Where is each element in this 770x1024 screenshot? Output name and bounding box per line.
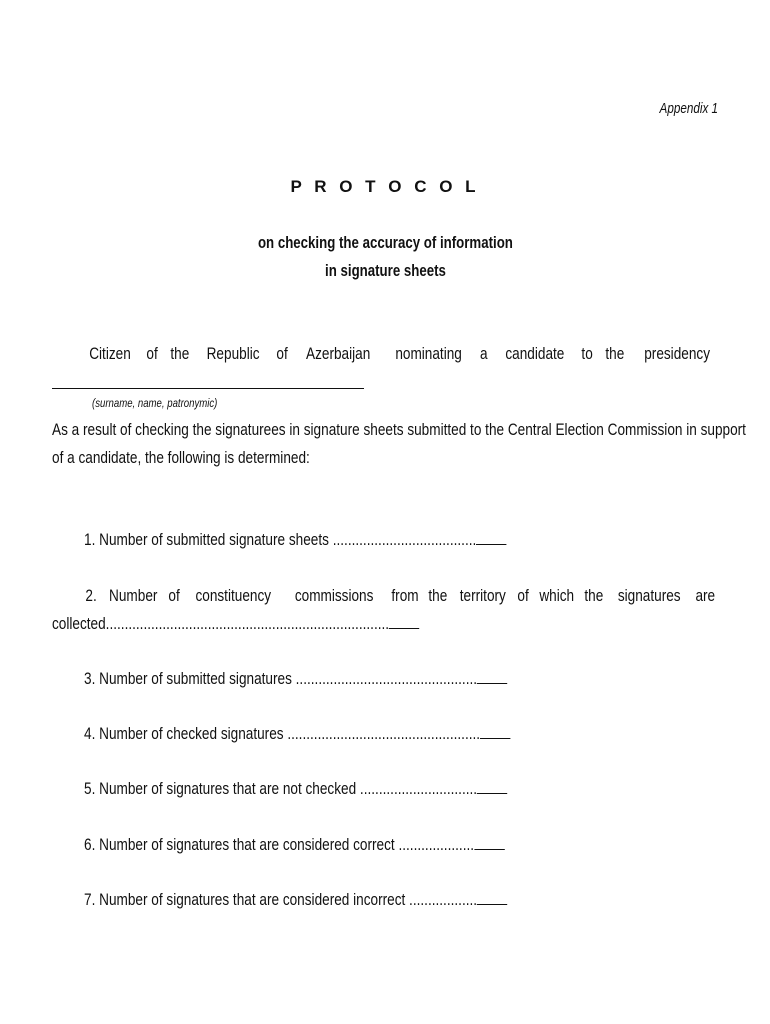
item-2-word: the bbox=[428, 586, 448, 605]
item-4-blank bbox=[480, 724, 510, 739]
item-2-word: territory bbox=[459, 586, 506, 605]
intro-line bbox=[84, 344, 718, 364]
intro-word: of bbox=[276, 344, 289, 363]
intro-word: to bbox=[581, 344, 594, 363]
item-3 bbox=[84, 669, 507, 689]
item-6-blank bbox=[474, 835, 504, 850]
item-2-blank bbox=[389, 614, 419, 629]
item-7-text: 7. Number of signatures that are considered incorrect .................. bbox=[84, 890, 478, 909]
subtitle-line-2-text: in signature sheets bbox=[324, 261, 446, 280]
intro-word: nominating bbox=[395, 344, 463, 363]
intro-word: presidency bbox=[644, 344, 710, 363]
protocol-title: P R O T O C O L bbox=[290, 177, 480, 196]
intro-word: the bbox=[605, 344, 625, 363]
intro-word: Azerbaijan bbox=[306, 344, 371, 363]
item-4 bbox=[84, 724, 510, 744]
item-1-blank bbox=[476, 530, 506, 545]
item-2-line-1 bbox=[84, 586, 718, 606]
subtitle-line-2 bbox=[0, 261, 770, 281]
subtitle-line-1-text: on checking the accuracy of information bbox=[257, 233, 513, 252]
result-paragraph-line-1: As a result of checking the signaturees in signature sheets submitted to the Central Election Commission in support bbox=[52, 420, 746, 439]
intro-word: a bbox=[480, 344, 488, 363]
intro-word: Citizen bbox=[89, 344, 131, 363]
item-6 bbox=[84, 835, 504, 855]
name-caption: (surname, name, patronymic) bbox=[92, 396, 218, 410]
item-2-word: of bbox=[168, 586, 181, 605]
item-7-blank bbox=[477, 890, 507, 905]
item-2-line-2-text: collected........................................................................... bbox=[52, 614, 390, 633]
item-2-word: the bbox=[584, 586, 604, 605]
item-2-word: Number bbox=[108, 586, 157, 605]
item-5-text: 5. Number of signatures that are not checked ............................... bbox=[84, 779, 478, 798]
item-2-word: commissions bbox=[294, 586, 374, 605]
intro-word: candidate bbox=[505, 344, 565, 363]
intro-word: the bbox=[170, 344, 190, 363]
item-1 bbox=[84, 530, 507, 550]
item-2-word: which bbox=[538, 586, 574, 605]
candidate-name-blank bbox=[52, 388, 364, 389]
intro-word: of bbox=[146, 344, 158, 363]
item-5 bbox=[84, 779, 507, 799]
item-2-word: of bbox=[517, 586, 529, 605]
item-3-blank bbox=[477, 669, 507, 684]
item-2-word: signatures bbox=[618, 586, 682, 605]
result-paragraph-line-2: of a candidate, the following is determined: bbox=[52, 448, 310, 467]
item-2-line-2 bbox=[52, 614, 419, 634]
item-5-blank bbox=[477, 779, 507, 794]
item-1-text: 1. Number of submitted signature sheets ...................................... bbox=[84, 530, 477, 549]
appendix-label: Appendix 1 bbox=[659, 100, 718, 117]
item-3-text: 3. Number of submitted signatures ................................................ bbox=[84, 669, 478, 688]
item-4-text: 4. Number of checked signatures ................................................... bbox=[84, 724, 481, 743]
item-2-word: 2. bbox=[85, 586, 97, 605]
item-2-word: from bbox=[390, 586, 419, 605]
item-2-word: constituency bbox=[195, 586, 272, 605]
item-7 bbox=[84, 890, 507, 910]
subtitle-line-1 bbox=[0, 233, 770, 253]
item-2-word: are bbox=[695, 586, 716, 605]
item-6-text: 6. Number of signatures that are considered correct .................... bbox=[84, 835, 475, 854]
intro-word: Republic bbox=[206, 344, 260, 363]
